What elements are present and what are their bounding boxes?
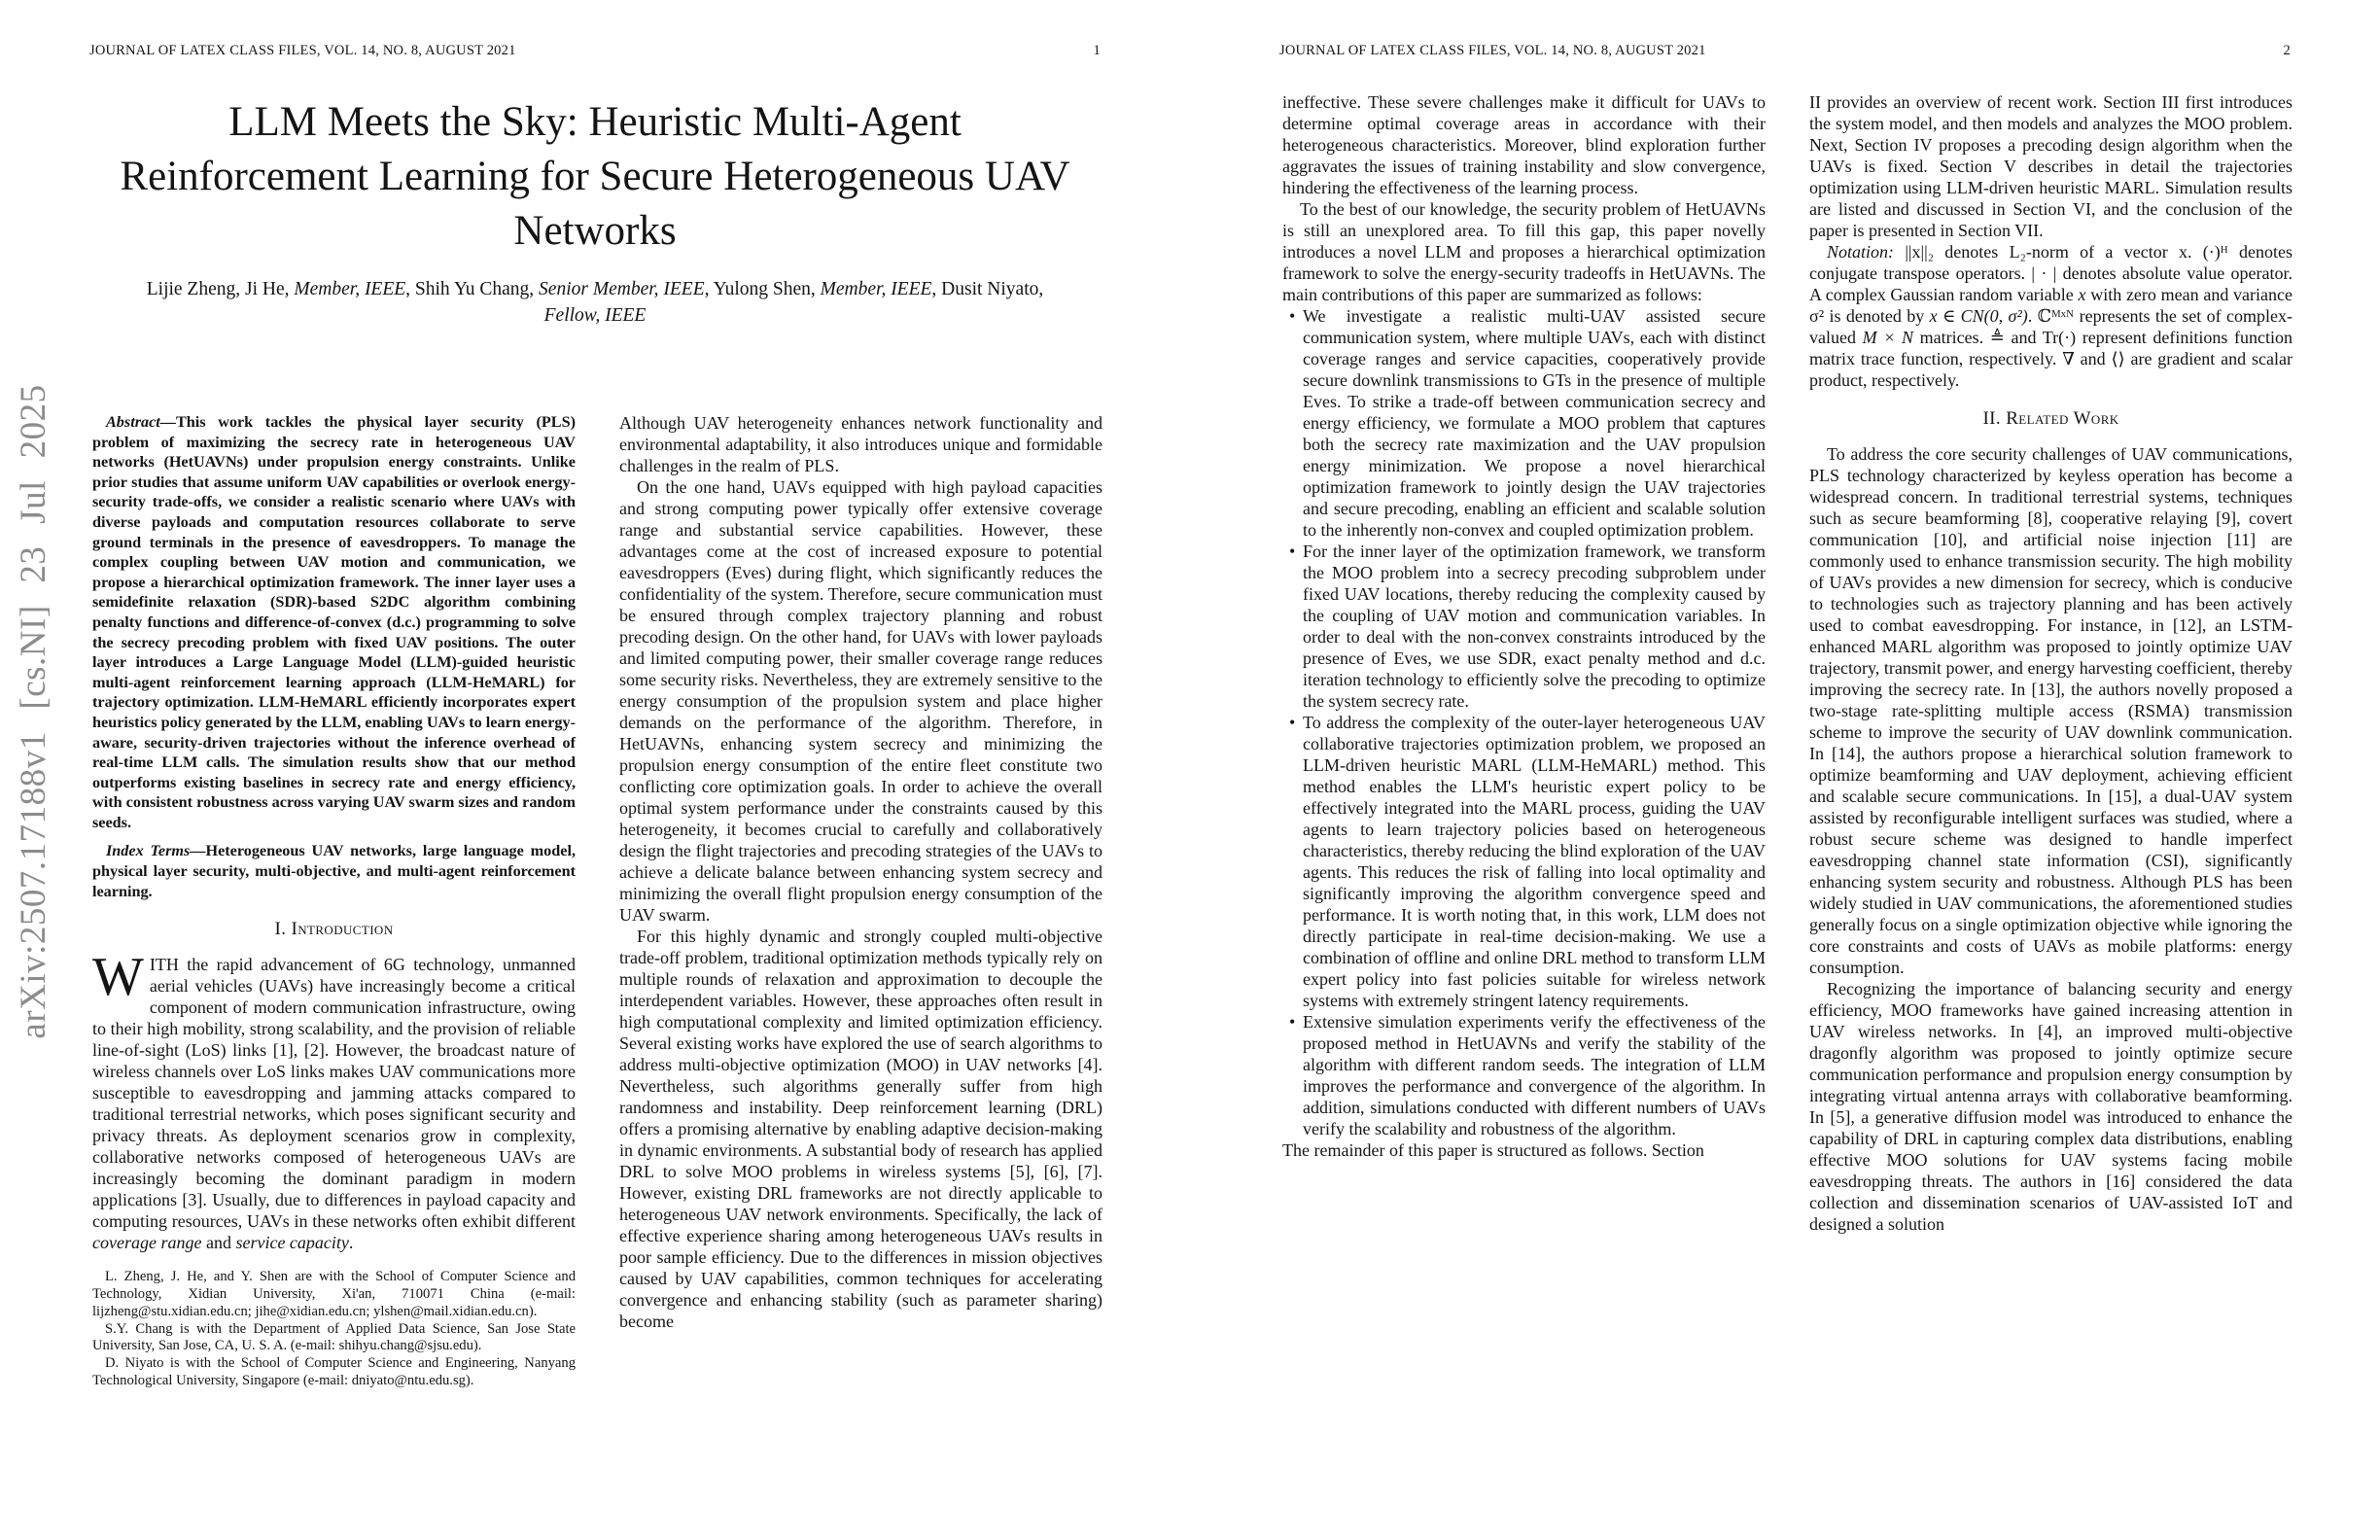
section-heading-introduction: I. Introduction <box>274 919 394 940</box>
journal-title: JOURNAL OF LATEX CLASS FILES, VOL. 14, NO. 8, AUGUST 2021 <box>1279 43 1706 58</box>
section-heading-related-work: II. Related Work <box>1982 408 2119 429</box>
notation-paragraph: Notation: ||x||₂ denotes L₂-norm of a vector x. (·)ᴴ denotes conjugate transpose operators. | · | denotes absolute value operator. A complex Gaussian random variable x with zero mean and variance σ² is denoted by x ∈ CN(0, σ²). ℂᴹˣᴺ represents the set of complex-valued M × N matrices. ≜ and Tr(·) represent definitions function matrix trace function, respectively. ∇ and ⟨⟩ are gradient and scalar product, respectively. <box>1809 242 2292 390</box>
intro-paragraph <box>92 947 576 1253</box>
body-paragraph: ineffective. These severe challenges make it difficult for UAVs to determine optimal coverage areas in accordance with their heterogeneous characteristics. Moreover, blind exploration further aggravates the issues of training instability and slow convergence, hindering the effectiveness of the learning process. <box>1282 92 1766 197</box>
paper-title: LLM Meets the Sky: Heuristic Multi-Agent Reinforcement Learning for Secure Heterogeneous UAV Networks <box>120 99 1070 254</box>
page1-header <box>89 43 1101 59</box>
authors-line: Lijie Zheng, Ji He, Member, IEEE, Shih Yu Chang, Senior Member, IEEE, Yulong Shen, Member, IEEE, Dusit Niyato, Fellow, IEEE <box>146 279 1044 326</box>
contribution-item-4: • Extensive simulation experiments verify the effectiveness of the proposed method in HetUAVNs and verify the stability of the algorithm with different random seeds. The integration of LLM improves the performance and convergence of the algorithm. In addition, simulations conducted with different numbers of UAVs verify the scalability and robustness of the algorithm. <box>1282 1011 1766 1139</box>
page1-column-1 <box>92 412 576 1390</box>
body-paragraph: Although UAV heterogeneity enhances network functionality and environmental adaptability, it also introduces unique and formidable challenges in the realm of PLS. <box>619 413 1102 475</box>
page2-column-1 <box>1282 91 1766 1161</box>
intro-paragraph-text: ITH the rapid advancement of 6G technology, unmanned aerial vehicles (UAVs) have increasingly become a critical component of modern communication infrastructure, owing to their high mobility, strong scalability, and the provision of reliable line-of-sight (LoS) links [1], [2]. However, the broadcast nature of wireless channels over LoS links makes UAV communications more susceptible to eavesdropping and jamming attacks compared to traditional terrestrial networks, which poses significant security and privacy threats. As deployment scenarios grow in complexity, collaborative networks composed of heterogeneous UAVs are increasingly becoming the dominant paradigm in modern applications [3]. Usually, due to differences in payload capacity and computing resources, UAVs in these networks often exhibit different coverage range and service capacity. <box>92 955 576 1253</box>
contribution-item-3: • To address the complexity of the outer-layer heterogeneous UAV collaborative trajectories optimization problem, we proposed an LLM-driven heuristic MARL (LLM-HeMARL) method. This method enables the LLM's heuristic expert policy to be effectively integrated into the MARL process, guiding the UAV agents to learn trajectory policies based on heterogeneous characteristics, thereby reducing the blind exploration of the UAV agents. This reduces the risk of falling into local optimality and significantly improving the algorithm convergence speed and performance. It is worth noting that, in this work, LLM does not directly participate in real-time decision-making. We use a combination of offline and online DRL method to transform LLM expert policy into fast policies suitable for wireless network systems with extremely stringent latency requirements. <box>1282 712 1766 1011</box>
body-paragraph: To the best of our knowledge, the security problem of HetUAVNs is still an unexplored area. To fill this gap, this paper novelly introduces a novel LLM and proposes a hierarchical optimization framework to solve the energy-security tradeoffs in HetUAVNs. The main contributions of this paper are summarized as follows: <box>1282 199 1766 304</box>
body-paragraph: For this highly dynamic and strongly coupled multi-objective trade-off problem, traditional optimization methods typically rely on multiple rounds of relaxation and approximation to decouple the interdependent variables. However, these approaches often result in high computational complexity and limited optimization efficiency. Several existing works have explored the use of search algorithms to address multi-objective optimization (MOO) in UAV networks [4]. Nevertheless, such algorithms generally suffer from high randomness and instability. Deep reinforcement learning (DRL) offers a promising alternative by enabling adaptive decision-making in dynamic environments. A substantial body of research has applied DRL to solve MOO problems in wireless systems [5], [6], [7]. However, existing DRL frameworks are not directly applicable to heterogeneous UAV network environments. Specifically, the lack of effective experience sharing among heterogeneous UAVs results in poor sample efficiency. Due to the differences in mission objectives caused by UAV capabilities, common techniques for accelerating convergence and enhancing stability (such as parameter sharing) become <box>619 927 1102 1331</box>
index-terms-paragraph: Index Terms—Heterogeneous UAV networks, large language model, physical layer security, multi-objective, and multi-agent reinforcement learning. <box>92 842 576 900</box>
contributions-list <box>1282 305 1766 1139</box>
footnotes-block <box>92 1269 576 1390</box>
dropcap-letter: W <box>92 947 144 1008</box>
page2-column-2 <box>1809 91 2292 1235</box>
contribution-item-1: • We investigate a realistic multi-UAV assisted secure communication system, where multiple UAVs, each with distinct coverage ranges and service capacities, cooperatively provide secure downlink transmissions to GTs in the presence of multiple Eves. To strike a trade-off between communication secrecy and energy efficiency, we formulate a MOO problem that captures both the secrecy rate maximization and the UAV propulsion energy minimization. We propose a novel hierarchical optimization framework to jointly design the UAV trajectories and secure precoding, enabling an efficient and scalable solution to the inherently non-convex and coupled optimization problem. <box>1282 305 1766 541</box>
page1-column-2 <box>619 412 1102 1332</box>
body-paragraph: Recognizing the importance of balancing security and energy efficiency, MOO frameworks have gained increasing attention in UAV wireless networks. In [4], an improved multi-objective dragonfly algorithm was proposed to jointly optimize secure communication performance and propulsion energy consumption by integrating virtual antenna arrays with collaborative beamforming. In [5], a generative diffusion model was introduced to enhance the capability of DRL in capturing complex data distributions, enabling effective MOO solutions for UAV systems facing mobile eavesdropping threats. The authors in [16] considered the data collection and dissemination scenarios of UAV-assisted IoT and designed a solution <box>1809 979 2292 1234</box>
page2-header <box>1279 43 2291 59</box>
body-paragraph: II provides an overview of recent work. Section III first introduces the system model, and then models and analyzes the MOO problem. Next, Section IV proposes a precoding design algorithm when the UAVs is fixed. Section V describes in detail the trajectories optimization using LLM-driven heuristic MARL. Simulation results are listed and discussed in Section VI, and the conclusion of the paper is presented in Section VII. <box>1809 92 2292 240</box>
contribution-item-2: • For the inner layer of the optimization framework, we transform the MOO problem into a secrecy precoding subproblem under fixed UAV locations, thereby reducing the complexity caused by the coupling of UAV motion and communication variables. In order to deal with the non-convex constraints introduced by the presence of Eves, we use SDR, exact penalty method and d.c. iteration technology to efficiently solve the precoding to optimize the system secrecy rate. <box>1282 541 1766 712</box>
page2-number: 2 <box>2283 43 2291 58</box>
journal-title: JOURNAL OF LATEX CLASS FILES, VOL. 14, NO. 8, AUGUST 2021 <box>89 43 516 58</box>
abstract-paragraph: Abstract—This work tackles the physical layer security (PLS) problem of maximizing the secrecy rate in heterogeneous UAV networks (HetUAVNs) under propulsion energy constraints. Unlike prior studies that assume uniform UAV capabilities or overlook energy-security trade-offs, we consider a realistic scenario where UAVs with diverse payloads and computation resources collaborate to serve ground terminals in the presence of eavesdroppers. To manage the complex coupling between UAV motion and communication, we propose a hierarchical optimization framework. The inner layer uses a semidefinite relaxation (SDR)-based S2DC algorithm combining penalty functions and difference-of-convex (d.c.) programming to solve the secrecy precoding problem with fixed UAV positions. The outer layer introduces a Large Language Model (LLM)-guided heuristic multi-agent reinforcement learning approach (LLM-HeMARL) for trajectory optimization. LLM-HeMARL efficiently incorporates expert heuristics policy generated by the LLM, enabling UAVs to learn energy-aware, security-driven trajectories without the inference overhead of real-time LLM calls. The simulation results show that our method outperforms existing baselines in secrecy rate and energy efficiency, with consistent robustness across varying UAV swarm sizes and random seeds. <box>92 413 576 831</box>
footnote-affiliation-3: D. Niyato is with the School of Computer Science and Engineering, Nanyang Technological University, Singapore (e-mail: dniyato@ntu.edu.sg). <box>92 1355 576 1389</box>
page1-number: 1 <box>1093 43 1101 58</box>
arxiv-watermark: arXiv:2507.17188v1 [cs.NI] 23 Jul 2025 <box>14 384 53 1039</box>
body-paragraph: On the one hand, UAVs equipped with high payload capacities and strong computing power typically offer extensive coverage range and substantial service capabilities. However, these advantages come at the cost of increased exposure to potential eavesdroppers (Eves) during flight, which significantly reduces the confidentiality of the system. Therefore, secure communication must be ensured through complex trajectory planning and robust precoding design. On the other hand, for UAVs with lower payloads and limited computing power, their smaller coverage range reduces some security risks. Nevertheless, they are extremely sensitive to the energy consumption of the propulsion system and place higher demands on the performance of the algorithm. Therefore, in HetUAVNs, enhancing system secrecy and minimizing the propulsion energy consumption of the entire fleet constitute two conflicting core optimization goals. In order to achieve the overall optimal system performance under the constraints caused by this heterogeneity, it becomes crucial to carefully and collaboratively design the flight trajectories and precoding strategies of the UAVs to achieve a delicate balance between enhancing system secrecy and minimizing the overall flight propulsion energy consumption of the UAV swarm. <box>619 477 1102 925</box>
footnote-affiliation-1: L. Zheng, J. He, and Y. Shen are with the School of Computer Science and Technology, Xidian University, Xi'an, 710071 China (e-mail: lijzheng@stu.xidian.edu.cn; jihe@xidian.edu.cn; ylshen@mail.xidian.edu.cn). <box>92 1269 576 1319</box>
footnote-affiliation-2: S.Y. Chang is with the Department of Applied Data Science, San Jose State University, San Jose, CA, U. S. A. (e-mail: shihyu.chang@sjsu.edu). <box>92 1320 576 1354</box>
body-paragraph: To address the core security challenges of UAV communications, PLS technology characterized by keyless operation has become a widespread concern. In traditional terrestrial systems, techniques such as secure beamforming [8], cooperative relaying [9], covert communication [10], and artificial noise injection [11] are commonly used to enhance transmission security. The high mobility of UAVs provides a new dimension for secrecy, which is conducive to technologies such as trajectory planning and has been actively used to combat eavesdropping. For instance, in [12], an LSTM-enhanced MARL algorithm was proposed to jointly optimize UAV trajectory, transmit power, and energy harvesting coefficient, thereby improving the secrecy rate. In [13], the authors novelly proposed a two-stage rate-splitting multiple access (RSMA) transmission scheme to improve the security of UAV downlink communication. In [14], the authors propose a hierarchical solution framework to optimize beamforming and UAV deployment, achieving efficient and scalable secure communications. In [15], a dual-UAV system assisted by reconfigurable intelligent surfaces was studied, where a robust secure scheme was designed to handle imperfect eavesdropping channel state information (CSI), significantly enhancing system security and robustness. Although PLS has been widely studied in UAV communications, the aforementioned studies generally focus on a single optimization objective while ignoring the core constraints and costs of UAVs as mobile platforms: energy consumption. <box>1809 444 2292 977</box>
body-paragraph: The remainder of this paper is structured as follows. Section <box>1282 1140 1704 1160</box>
